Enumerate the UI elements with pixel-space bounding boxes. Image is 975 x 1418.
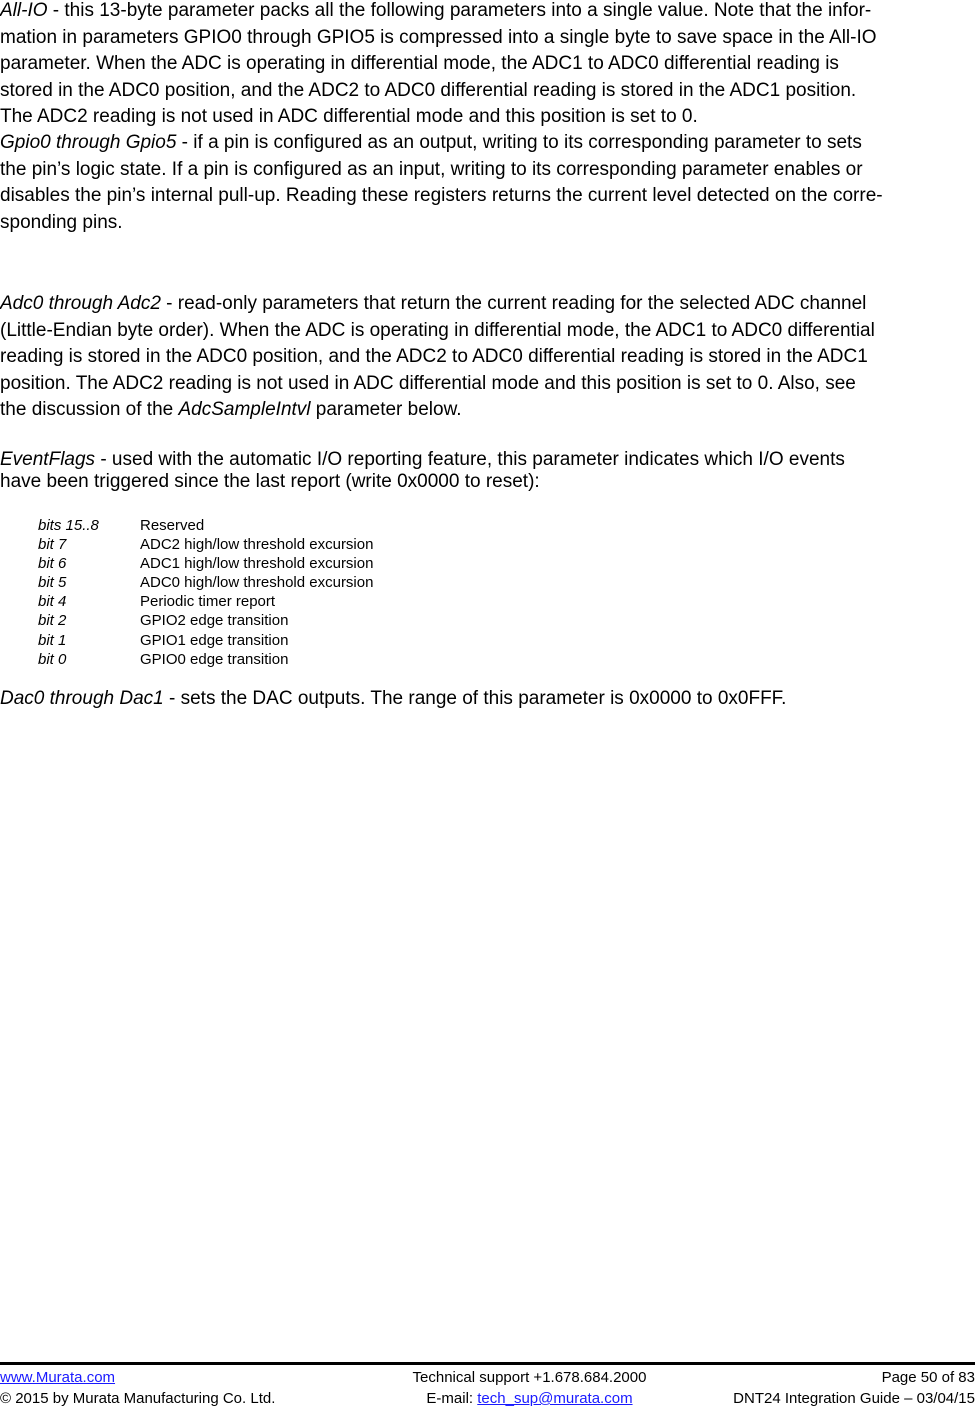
paragraph-dac-text: - sets the DAC outputs. The range of this parameter is 0x0000 to 0x0FFF. [163, 688, 787, 709]
bit-description: Reserved [140, 517, 205, 534]
paragraph-adc [0, 291, 875, 424]
paragraph-gpio [0, 130, 883, 236]
term-adc-sample-intvl: AdcSampleIntvl [178, 399, 311, 420]
email-line [426, 1389, 632, 1409]
bit-description: GPIO2 edge transition [140, 612, 289, 630]
support-cell [0, 1368, 975, 1388]
paragraph-adc-text-before: - read-only parameters that return the current reading for the selected ADC channel (Little-Endian byte order). When the ADC is operating in differential mode, the ADC1 to ADC0 differential reading is stored in the ADC0 position, and the ADC2 to ADC0 differential reading is stored in the ADC1 position. The ADC2 reading is not used in ADC differential mode and this position is set to 0. Also, see the discussion of the [0, 293, 875, 420]
paragraph-gpio-text: - if a pin is configured as an output, writing to its corresponding parameter to sets the pin’s logic state. If a pin is configured as an input, writing to its corresponding parameter enables or disables the pin’s internal pull-up. Reading these registers returns the current level detected on the corre- sponding pins. [0, 132, 883, 233]
term-gpio: Gpio0 through Gpio5 [0, 132, 177, 153]
email-link[interactable]: tech_sup@murata.com [477, 1390, 633, 1407]
bit-name: bit 5 [38, 574, 67, 592]
bit-description: ADC0 high/low threshold excursion [140, 574, 374, 592]
website-link[interactable]: www.Murata.com [0, 1369, 116, 1386]
bit-description: GPIO0 edge transition [140, 650, 289, 668]
paragraph-all-io [0, 0, 877, 131]
bit-name: bit 7 [38, 536, 67, 554]
term-event-flags: EventFlags [0, 449, 96, 470]
paragraph-adc-text-after: parameter below. [310, 399, 462, 420]
bit-description: Periodic timer report [140, 593, 276, 611]
bit-description: GPIO1 edge transition [140, 631, 289, 649]
paragraph-event-flags-text: - used with the automatic I/O reporting feature, this parameter indicates which I/O events have been triggered since the last report (write 0x0000 to reset): [0, 449, 845, 492]
email-label: E-mail: [426, 1390, 478, 1407]
bit-name: bit 4 [38, 593, 67, 611]
bit-name: bit 2 [38, 612, 67, 630]
bit-name: bit 1 [38, 631, 67, 649]
term-all-io: All-IO [0, 0, 48, 21]
paragraph-event-flags [0, 449, 845, 493]
paragraph-all-io-text: - this 13-byte parameter packs all the following parameters into a single value. Note that the infor- mation in parameters GPIO0 through GPIO5 is compressed into a single byte to save space in the All-IO parameter. When the ADC is operating in differential mode, the ADC1 to ADC0 differential reading is stored in the ADC0 position, and the ADC2 to ADC0 differential reading is stored in the ADC1 position. The ADC2 reading is not used in ADC differential mode and this position is set to 0. [0, 0, 877, 127]
bit-name: bit 0 [38, 650, 67, 668]
bit-description: ADC2 high/low threshold excursion [140, 536, 374, 554]
copyright-text: © 2015 by Murata Manufacturing Co. Ltd. [0, 1390, 276, 1407]
bit-description: ADC1 high/low threshold excursion [140, 555, 374, 573]
bit-name: bits 15..8 [38, 517, 99, 534]
page-number: Page 50 of 83 [881, 1369, 975, 1386]
support-phone: Technical support +1.678.684.2000 [412, 1369, 647, 1386]
document-title: DNT24 Integration Guide – 03/04/15 [733, 1390, 975, 1407]
bit-name: bit 6 [38, 555, 67, 573]
footer-divider [0, 1362, 975, 1365]
term-adc: Adc0 through Adc2 [0, 293, 161, 314]
term-dac: Dac0 through Dac1 [0, 688, 164, 709]
page-footer [0, 1368, 975, 1414]
paragraph-dac [0, 686, 786, 713]
